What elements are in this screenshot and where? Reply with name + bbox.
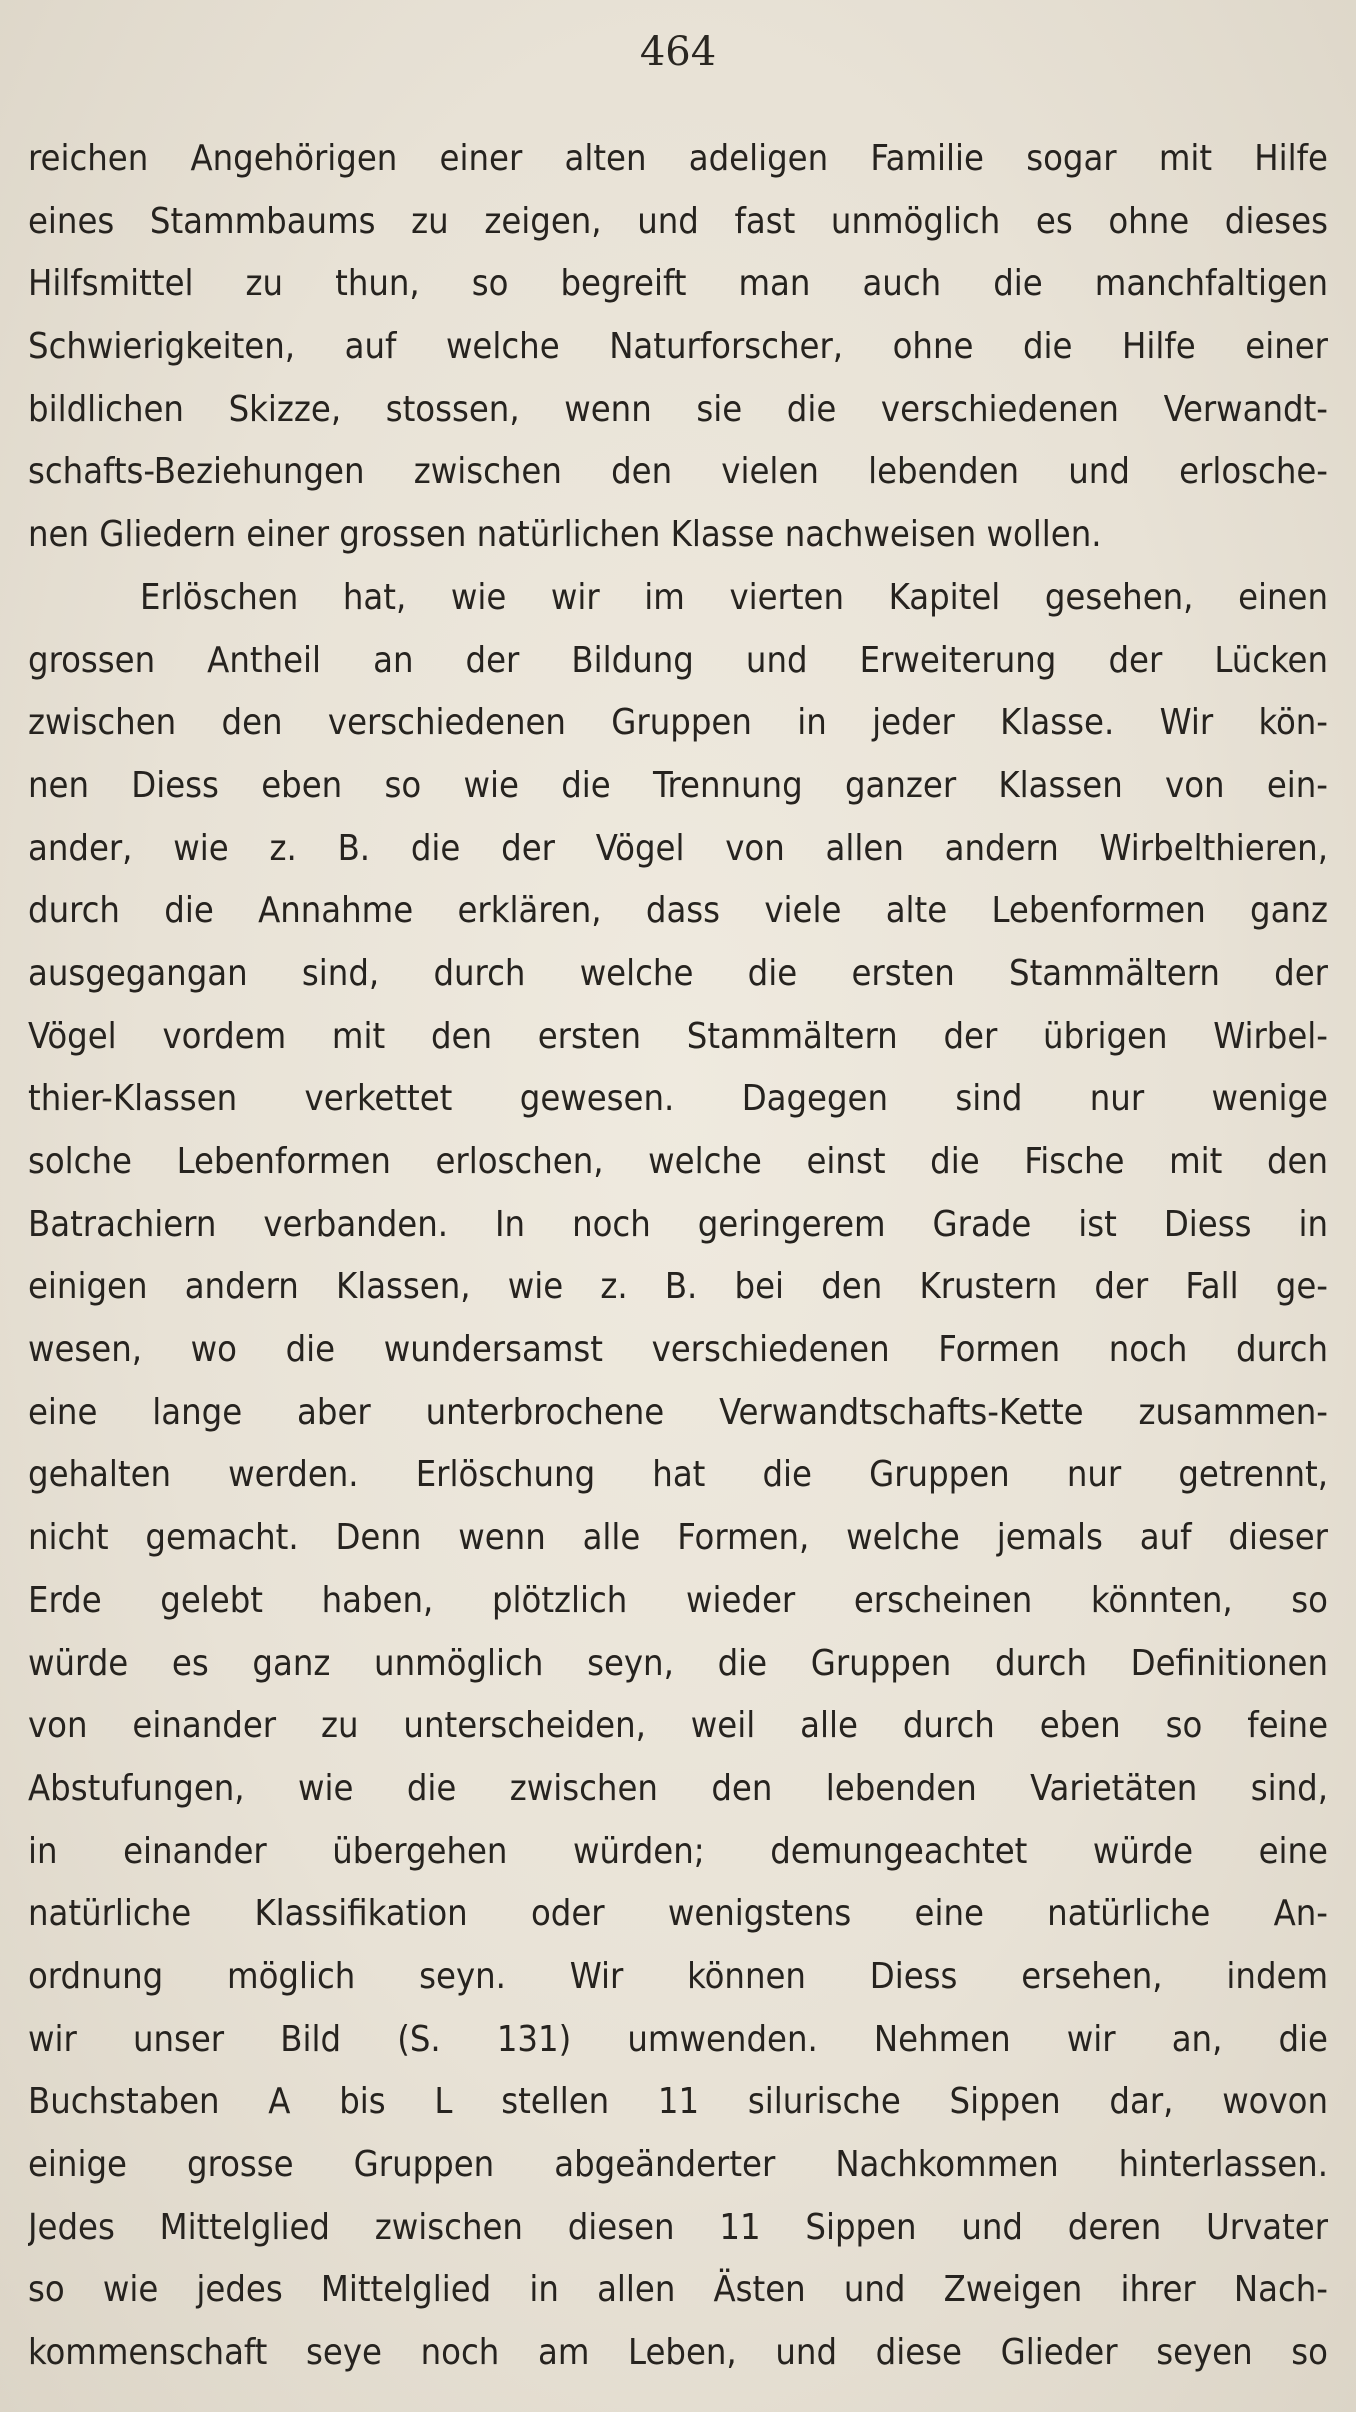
- paragraph-first-line: Erlöschen hat, wie wir im vierten Kapitel gesehen, einen: [140, 576, 1328, 618]
- text-line: Batrachiern verbanden. In noch geringerem Grade ist Diess in: [28, 1203, 1328, 1245]
- text-line: so wie jedes Mittelglied in allen Ästen und Zweigen ihrer Nach-: [28, 2269, 1328, 2311]
- text-line: wir unser Bild (S. 131) umwenden. Nehmen wir an, die: [28, 2018, 1328, 2060]
- text-line: von einander zu unterscheiden, weil alle durch eben so feine: [28, 1705, 1328, 1747]
- text-line: Vögel vordem mit den ersten Stammältern der übrigen Wirbel-: [28, 1015, 1328, 1057]
- text-line: reichen Angehörigen einer alten adeligen Familie sogar mit Hilfe: [28, 138, 1328, 179]
- page-number: 464: [639, 29, 717, 75]
- text-line: durch die Annahme erklären, dass viele alte Lebenformen ganz: [28, 890, 1328, 932]
- text-line: ordnung möglich seyn. Wir können Diess ersehen, indem: [28, 1955, 1328, 1997]
- text-line: ander, wie z. B. die der Vögel von allen andern Wirbelthieren,: [28, 827, 1328, 869]
- text-line: würde es ganz unmöglich seyn, die Gruppen durch Definitionen: [28, 1642, 1328, 1684]
- text-line: einige grosse Gruppen abgeänderter Nachkommen hinterlassen.: [28, 2144, 1328, 2185]
- text-line: nen Gliedern einer grossen natürlichen Klasse nachweisen wollen.: [28, 514, 1102, 556]
- text-line: ausgegangan sind, durch welche die ersten Stammältern der: [28, 952, 1328, 994]
- text-line: thier-Klassen verkettet gewesen. Dagegen sind nur wenige: [28, 1078, 1328, 1120]
- text-line: nen Diess eben so wie die Trennung ganzer Klassen von ein-: [28, 764, 1328, 806]
- text-line: Schwierigkeiten, auf welche Naturforscher, ohne die Hilfe einer: [28, 326, 1328, 368]
- body-text: [28, 128, 1328, 2385]
- text-line: zwischen den verschiedenen Gruppen in jeder Klasse. Wir kön-: [28, 702, 1328, 744]
- text-line: nicht gemacht. Denn wenn alle Formen, welche jemals auf dieser: [28, 1517, 1328, 1559]
- text-line: natürliche Klassifikation oder wenigstens eine natürliche An-: [28, 1893, 1328, 1935]
- text-line: solche Lebenformen erloschen, welche einst die Fische mit den: [28, 1141, 1328, 1182]
- text-line: gehalten werden. Erlöschung hat die Gruppen nur getrennt,: [28, 1454, 1328, 1496]
- text-line: einigen andern Klassen, wie z. B. bei den Krustern der Fall ge-: [28, 1266, 1328, 1308]
- text-line: grossen Antheil an der Bildung und Erweiterung der Lücken: [28, 639, 1328, 681]
- text-line: Buchstaben A bis L stellen 11 silurische Sippen dar, wovon: [28, 2081, 1328, 2123]
- text-line: eine lange aber unterbrochene Verwandtschafts-Kette zusammen-: [28, 1391, 1328, 1433]
- text-line: kommenschaft seye noch am Leben, und diese Glieder seyen so: [28, 2332, 1328, 2374]
- text-line: Hilfsmittel zu thun, so begreift man auch die manchfaltigen: [28, 263, 1328, 305]
- text-line: Erde gelebt haben, plötzlich wieder erscheinen könnten, so: [28, 1579, 1328, 1621]
- text-line: Jedes Mittelglied zwischen diesen 11 Sippen und deren Urvater: [28, 2206, 1328, 2248]
- text-line: in einander übergehen würden; demungeachtet würde eine: [28, 1830, 1328, 1872]
- text-line: wesen, wo die wundersamst verschiedenen Formen noch durch: [28, 1329, 1328, 1371]
- text-line: bildlichen Skizze, stossen, wenn sie die verschiedenen Verwandt-: [28, 388, 1328, 430]
- text-line: schafts-Beziehungen zwischen den vielen lebenden und erlosche-: [28, 451, 1328, 493]
- text-line: eines Stammbaums zu zeigen, und fast unmöglich es ohne dieses: [28, 200, 1328, 242]
- text-line: Abstufungen, wie die zwischen den lebenden Varietäten sind,: [28, 1767, 1328, 1809]
